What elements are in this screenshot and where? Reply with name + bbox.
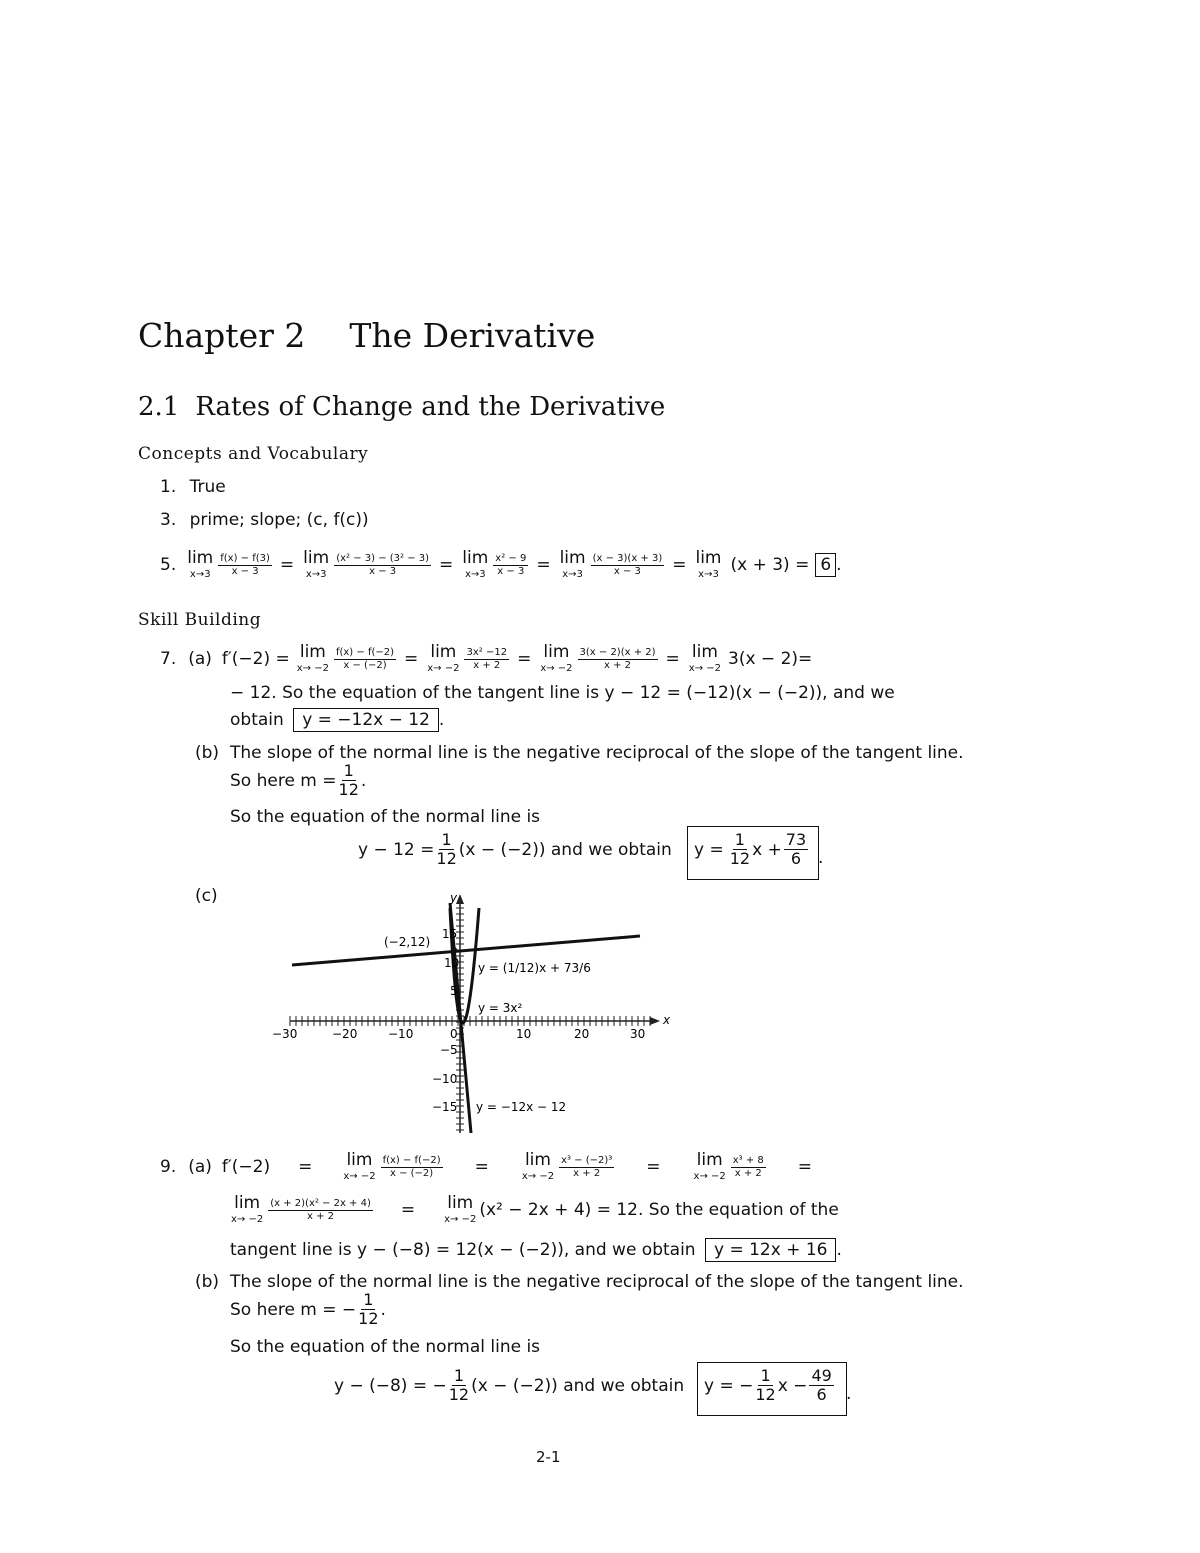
x-tick-label: 0 <box>450 1027 458 1041</box>
lim-sub: x→3 <box>562 569 583 580</box>
x-tick-label: −30 <box>272 1027 298 1041</box>
limit <box>695 550 721 580</box>
rest: (x − (−2)) and we obtain <box>458 839 672 860</box>
item-number: 1. <box>160 477 177 497</box>
text: So here m = − <box>230 1299 357 1320</box>
item-number: 7. <box>160 649 177 669</box>
lhs: f′(−2) = <box>221 649 290 669</box>
frac-top: 1 <box>343 761 354 780</box>
item-1 <box>160 477 226 497</box>
text: tangent line is y − (−8) = 12(x − (−2)), and we obtain <box>230 1240 696 1260</box>
fraction <box>449 1368 469 1403</box>
frac-bot: x + 2 <box>473 659 501 671</box>
item-7b-answer <box>694 832 810 867</box>
tangent-label: y = −12x − 12 <box>476 1100 567 1114</box>
fraction <box>334 554 431 577</box>
item-7a: 7. (a) f′(−2) = lim x→ −2 $\frac{f(x) - f(-2)}{x - (-2)}$ = lim x→ −2 $\frac{\text{3x² −12}}{x + 2}$ = lim x→ −2 $\frac{3(x - 2)(x + 2)}{x + 2}$ = lim x→ −2 3(x − 2)= <box>160 642 813 674</box>
fraction <box>381 1156 443 1179</box>
lim-sub: x→ −2 <box>444 1214 477 1225</box>
equals: = <box>646 1157 661 1177</box>
item-7b-line3: So the equation of the normal line is <box>230 807 541 827</box>
limit <box>427 644 459 674</box>
fraction <box>334 648 396 671</box>
chapter-name: The Derivative <box>349 316 596 355</box>
item-9a <box>160 1152 960 1182</box>
x-axis-label: x <box>663 1013 671 1027</box>
item-9b-label: (b) <box>195 1272 220 1292</box>
fraction <box>218 554 272 577</box>
fraction <box>268 1199 373 1222</box>
lim-text: lim <box>691 642 718 662</box>
item-7c-label: (c) <box>195 886 218 906</box>
frac-bot: 6 <box>816 1385 827 1404</box>
item-3 <box>160 510 369 530</box>
lim-text: lim <box>234 1193 261 1213</box>
lim-text: lim <box>695 548 722 568</box>
fraction <box>731 1156 766 1179</box>
chapter-label: Chapter 2 <box>138 316 306 355</box>
item-7b-equation <box>358 832 672 867</box>
limit-tail: (x² − 2x + 4) = 12. So the equation of the <box>479 1200 839 1220</box>
lim-sub: x→3 <box>305 569 327 580</box>
x-tick-label: 10 <box>516 1027 532 1041</box>
frac-top: x³ − (−2)³ <box>561 1154 613 1166</box>
answer-box: y = 12x + 16 <box>705 1238 837 1262</box>
concepts-heading: Concepts and Vocabulary <box>138 444 369 464</box>
lim-sub: x→ −2 <box>540 663 573 674</box>
y-tick-label: 15 <box>442 927 458 941</box>
x-tick-label: 20 <box>574 1027 590 1041</box>
item-7b-line1: The slope of the normal line is the negative reciprocal of the slope of the tangent line. <box>230 743 964 763</box>
y-tick-label: −10 <box>432 1072 458 1086</box>
frac-bot: x + 2 <box>307 1210 335 1222</box>
fraction <box>730 832 750 867</box>
x-tick-label: −10 <box>388 1027 414 1041</box>
lim-text: lim <box>524 1150 551 1170</box>
part-label: (a) <box>188 649 212 669</box>
lim-sub: x→ −2 <box>427 663 460 674</box>
fraction <box>784 832 808 867</box>
frac-top: 3x² −12 <box>466 646 508 658</box>
lim-text: lim <box>447 1193 474 1213</box>
limit <box>540 644 572 674</box>
section-number: 2.1 <box>138 392 180 422</box>
frac-top: f(x) − f(−2) <box>382 1154 441 1166</box>
item-9b-equation <box>334 1368 684 1403</box>
x-ticks <box>290 1016 650 1026</box>
lim-sub: x→3 <box>464 569 486 580</box>
fraction <box>493 554 528 577</box>
limit <box>343 1152 375 1182</box>
lim-text: lim <box>543 642 570 662</box>
frac-top: 1 <box>363 1290 374 1309</box>
limit-tail: (x + 3) = <box>730 555 810 575</box>
lim-sub: x→ −2 <box>231 1214 264 1225</box>
item-9b-line1: The slope of the normal line is the negative reciprocal of the slope of the tangent line. <box>230 1272 964 1292</box>
normal-label: y = (1/12)x + 73/6 <box>478 961 591 975</box>
lim-text: lim <box>430 642 457 662</box>
frac-bot: x + 2 <box>573 1167 601 1179</box>
limit <box>522 1152 554 1182</box>
answer-box: y = −12x − 12 <box>293 708 439 732</box>
limit <box>694 1152 726 1182</box>
fraction <box>358 1292 378 1327</box>
equals: = <box>439 555 454 575</box>
lim-text: lim <box>559 548 586 568</box>
item-5: 5. lim x→3 $\frac{f(x) - f(3)}{x - 3}$ = lim x→3 $\frac{\text{(x² − 3) − (3² − 3)}}{x - 3}$ = lim x→3 $\frac{\text{x² − 9}}{x - 3}$ = lim x→3 $\frac{(x - 3)(x + 3)}{x - 3}$ = lim x→3 (x + 3) = 6 . <box>160 548 842 580</box>
limit-tail: 3(x − 2)= <box>728 649 813 669</box>
fraction <box>755 1368 775 1403</box>
frac-top: f(x) − f(−2) <box>335 646 395 658</box>
limit <box>560 550 586 580</box>
item-text: prime; slope; (c, f(c)) <box>189 510 369 530</box>
fraction <box>578 648 658 671</box>
lim-sub: x→ −2 <box>296 663 329 674</box>
item-7b-line2: So here m = $\frac{1}{12}$ . <box>230 761 367 799</box>
lim-text: lim <box>303 548 330 568</box>
frac-top: 1 <box>441 830 452 849</box>
y-tick-label: −15 <box>432 1100 458 1114</box>
item-9b-answer <box>704 1368 836 1403</box>
lim-sub: x→3 <box>698 569 719 580</box>
limit <box>231 1195 263 1225</box>
y-axis-arrow <box>456 894 464 904</box>
frac-bot: 12 <box>338 780 359 799</box>
lhs: f′(−2) <box>221 1157 271 1177</box>
limit <box>303 550 329 580</box>
page-number: 2-1 <box>536 1448 561 1466</box>
chapter-title <box>138 316 595 355</box>
frac-top: 3(x − 2)(x + 2) <box>579 646 656 658</box>
frac-top: x² − 9 <box>495 552 527 564</box>
point-label: (−2,12) <box>384 935 431 949</box>
parabola-label: y = 3x² <box>478 1001 523 1015</box>
x-tick-label: 30 <box>630 1027 646 1041</box>
rest: (x − (−2)) and we obtain <box>471 1375 685 1396</box>
lim-sub: x→ −2 <box>688 663 722 674</box>
frac-bot: x − 3 <box>497 565 525 577</box>
answer-box: 6 <box>815 553 836 577</box>
frac-top: 1 <box>453 1366 464 1385</box>
frac-bot: x − 3 <box>231 565 259 577</box>
limit <box>297 644 329 674</box>
lim-text: lim <box>187 548 214 568</box>
frac-top: 1 <box>760 1366 771 1385</box>
fraction <box>809 1368 833 1403</box>
item-7a-line3: obtain y = −12x − 12 . <box>230 710 445 730</box>
frac-top: f(x) − f(3) <box>220 552 270 564</box>
item-9a-line3: tangent line is y − (−8) = 12(x − (−2)), and we obtain y = 12x + 16 . <box>230 1240 842 1260</box>
item-9b-line2: So here m = − $\frac{1}{12}$ . <box>230 1290 386 1328</box>
item-number: 3. <box>160 510 177 530</box>
frac-bot: 12 <box>436 849 457 868</box>
frac-top: (x − 3)(x + 3) <box>592 552 663 564</box>
lhs: y − (−8) = − <box>334 1375 447 1396</box>
text: So here m = <box>230 770 337 791</box>
equals: = <box>536 555 551 575</box>
equals: = <box>474 1157 489 1177</box>
section-name: Rates of Change and the Derivative <box>195 392 666 422</box>
item-7b-label: (b) <box>195 743 220 763</box>
equals: = <box>279 555 295 575</box>
equals: = <box>797 1157 813 1177</box>
frac-bot: x + 2 <box>734 1167 762 1179</box>
lim-text: lim <box>299 642 326 662</box>
frac-bot: x − (−2) <box>389 1167 434 1179</box>
lim-text: lim <box>696 1150 723 1170</box>
item-9a-line2 <box>228 1195 839 1225</box>
fraction <box>436 832 456 867</box>
limit <box>444 1195 476 1225</box>
frac-top: 73 <box>785 830 807 849</box>
lim-sub: x→3 <box>189 569 211 580</box>
frac-top: 49 <box>811 1366 832 1385</box>
section-title <box>138 392 665 422</box>
limit <box>187 550 213 580</box>
limit <box>689 644 721 674</box>
skill-heading: Skill Building <box>138 610 262 630</box>
fraction <box>591 554 665 577</box>
item-text: True <box>189 477 226 497</box>
lim-sub: x→ −2 <box>521 1171 555 1182</box>
frac-bot: 12 <box>448 1385 470 1404</box>
frac-top: (x + 2)(x² − 2x + 4) <box>270 1197 371 1209</box>
frac-bot: x − 3 <box>369 565 397 577</box>
y-tick-label: 5 <box>450 984 458 998</box>
lim-text: lim <box>346 1150 373 1170</box>
equals: = <box>672 555 687 575</box>
fraction <box>464 648 509 671</box>
frac-bot: 12 <box>358 1309 379 1328</box>
item-7a-line2: − 12. So the equation of the tangent line is y − 12 = (−12)(x − (−2)), and we <box>230 683 895 703</box>
equals: = <box>400 1200 416 1220</box>
frac-top: x³ + 8 <box>732 1154 764 1166</box>
frac-bot: 12 <box>755 1385 776 1404</box>
item-number: 9. <box>160 1157 177 1177</box>
y-axis-label: y <box>450 891 458 905</box>
point-marker <box>451 947 457 953</box>
x-tick-label: −20 <box>332 1027 358 1041</box>
equals: = <box>298 1157 313 1177</box>
item-9b-line3: So the equation of the normal line is <box>230 1337 541 1357</box>
y-tick-label: −5 <box>440 1043 458 1057</box>
lim-sub: x→ −2 <box>343 1171 376 1182</box>
lhs: y − 12 = <box>358 839 435 860</box>
frac-bot: x + 2 <box>604 659 632 671</box>
frac-bot: x − 3 <box>613 565 641 577</box>
frac-top: (x² − 3) − (3² − 3) <box>336 552 430 564</box>
text: x − <box>777 1375 808 1396</box>
x-axis-arrow <box>650 1017 660 1025</box>
graph <box>260 888 680 1138</box>
frac-top: 1 <box>734 830 745 849</box>
limit <box>462 550 488 580</box>
fraction <box>339 763 359 798</box>
lhs: y = − <box>704 1375 754 1396</box>
lim-text: lim <box>462 548 489 568</box>
frac-bot: 12 <box>729 849 751 868</box>
fraction <box>559 1156 614 1179</box>
y-tick-label: 10 <box>444 956 460 970</box>
frac-bot: x − (−2) <box>343 659 387 671</box>
text: x + <box>752 839 782 860</box>
lhs: y = <box>694 839 724 860</box>
frac-bot: 6 <box>790 849 802 868</box>
text: obtain <box>230 710 284 730</box>
lim-sub: x→ −2 <box>693 1171 726 1182</box>
part-label: (a) <box>188 1157 212 1177</box>
item-number: 5. <box>160 555 177 575</box>
